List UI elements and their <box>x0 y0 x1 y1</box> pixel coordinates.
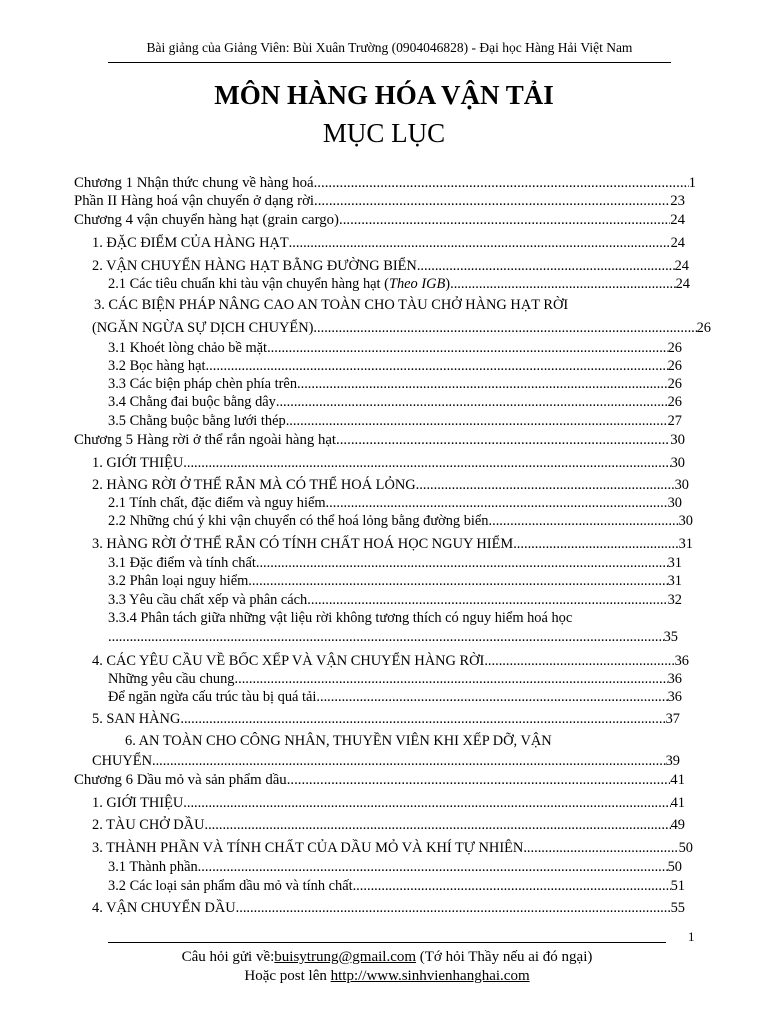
page-number: 1 <box>688 929 695 944</box>
toc-entry[interactable] <box>92 899 685 917</box>
toc-entry-title: Chương 4 vận chuyển hàng hạt (grain cargo) <box>74 212 339 228</box>
toc-entry-title: 4. CÁC YÊU CẦU VỀ BỐC XẾP VÀ VẬN CHUYỂN HÀNG RỜI <box>92 653 485 669</box>
toc-entry[interactable] <box>74 211 685 229</box>
toc-entry-page: 26 <box>667 376 682 392</box>
toc-entry-title: (NGĂN NGỪA SỰ DỊCH CHUYỂN) <box>92 320 314 336</box>
toc-entry[interactable] <box>108 572 682 590</box>
toc-entry-page: 24 <box>670 235 685 251</box>
toc-entry[interactable] <box>108 412 682 430</box>
toc-entry-page: 51 <box>670 878 685 894</box>
toc-entry-title: 1. GIỚI THIỆU <box>92 455 184 471</box>
toc-entry[interactable] <box>92 535 693 553</box>
toc-entry[interactable] <box>108 670 682 688</box>
toc-entry-title: 3.3 Các biện pháp chèn phía trên <box>108 376 298 392</box>
toc-entry[interactable] <box>108 357 682 375</box>
footer-contact-line: Câu hỏi gửi về:buisytrung@gmail.com (Tớ hỏi Thầy nếu ai đó ngại) <box>181 949 593 965</box>
toc-entry-title: 4. VẬN CHUYỂN DẦU <box>92 900 236 916</box>
toc-entry[interactable] <box>108 393 682 411</box>
toc-entry-page: 31 <box>667 573 682 589</box>
toc-entry-page: 24 <box>670 212 685 228</box>
toc-entry-title: 2. HÀNG RỜI Ở THỂ RẮN MÀ CÓ THỂ HOÁ LỎNG <box>92 477 416 493</box>
toc-entry-page: 24 <box>675 276 690 292</box>
toc-entry-title: 3. HÀNG RỜI Ở THỂ RẮN CÓ TÍNH CHẤT HOÁ HỌC NGUY HIỂM <box>92 536 514 552</box>
toc-entry-page: 24 <box>674 258 689 274</box>
toc-entry-title: 1. ĐẶC ĐIỂM CỦA HÀNG HẠT <box>92 235 289 251</box>
website-link[interactable]: http://www.sinhvienhanghai.com <box>330 968 530 984</box>
toc-entry[interactable] <box>92 794 685 812</box>
toc-entry-title: 3. CÁC BIỆN PHÁP NÂNG CAO AN TOÀN CHO TÀU CHỞ HÀNG HẠT RỜI <box>94 297 569 313</box>
toc-entry-title: 2. VẬN CHUYỂN HÀNG HẠT BẰNG ĐƯỜNG BIỂN <box>92 258 417 274</box>
toc-entry-page: 23 <box>670 193 685 209</box>
toc-entry-page: 27 <box>667 413 682 429</box>
toc-entry-title: 2.2 Những chú ý khi vận chuyển có thể hoá lỏng bằng đường biển <box>108 513 489 529</box>
toc-entry-page: 37 <box>665 711 680 727</box>
toc-entry-page: 41 <box>670 795 685 811</box>
toc-entry-page: 30 <box>674 477 689 493</box>
toc-entry-page: 36 <box>674 653 689 669</box>
toc-entry-title: 3.1 Khoét lòng chảo bề mặt <box>108 340 268 356</box>
toc-entry-title: 3.1 Thành phần <box>108 859 198 875</box>
toc-entry-page: 26 <box>667 358 682 374</box>
toc-entry[interactable] <box>108 858 682 876</box>
toc-entry-title: 3.1 Đặc điểm và tính chất <box>108 555 256 571</box>
toc-entry[interactable] <box>92 652 689 670</box>
toc-entry[interactable] <box>108 591 682 609</box>
page-title: MÔN HÀNG HÓA VẬN TẢI <box>214 80 554 110</box>
toc-entry[interactable] <box>108 275 690 293</box>
toc-entry-page: 36 <box>667 689 682 705</box>
toc-entry-title: Chương 1 Nhận thức chung về hàng hoá <box>74 175 314 191</box>
toc-entry-title: 3. THÀNH PHẦN VÀ TÍNH CHẤT CỦA DẦU MỎ VÀ KHÍ TỰ NHIÊN <box>92 840 524 856</box>
toc-entry-title: 3.3 Yêu cầu chất xếp và phân cách <box>108 592 308 608</box>
toc-entry-page: 50 <box>678 840 693 856</box>
toc-entry-page: 41 <box>670 772 685 788</box>
toc-entry-page: 35 <box>663 629 678 645</box>
toc-entry[interactable] <box>92 752 680 770</box>
toc-entry[interactable] <box>74 174 696 192</box>
toc-entry[interactable] <box>108 609 690 627</box>
toc-entry-title: 3.2 Bọc hàng hạt <box>108 358 206 374</box>
page-header: Bài giảng của Giảng Viên: Bùi Xuân Trường (0904046828) - Đại học Hàng Hải Việt Nam <box>108 40 671 63</box>
toc-entry-title: Để ngăn ngừa cấu trúc tàu bị quá tải <box>108 689 317 705</box>
toc-entry-title: 3.3.4 Phân tách giữa những vật liệu rời không tương thích có nguy hiểm hoá học <box>108 610 573 626</box>
toc-entry-title: CHUYỂN <box>92 753 152 769</box>
toc-heading: MỤC LỤC <box>322 118 446 148</box>
toc-entry-page: 30 <box>667 495 682 511</box>
toc-entry-title: 3.2 Phân loại nguy hiểm <box>108 573 249 589</box>
toc-entry-page: 30 <box>678 513 693 529</box>
toc-entry-title: 3.5 Chằng buộc bằng lưới thép <box>108 413 286 429</box>
page-footer <box>108 942 666 986</box>
toc-entry[interactable] <box>74 431 685 449</box>
toc-entry-title: Chương 5 Hàng rời ở thể rắn ngoài hàng hạt <box>74 432 337 448</box>
toc-entry[interactable] <box>125 732 695 750</box>
toc-entry-title: 2.1 Các tiêu chuẩn khi tàu vận chuyển hàng hạt (Theo IGB) <box>108 276 451 292</box>
toc-entry[interactable] <box>108 494 682 512</box>
toc-entry-title: 2. TÀU CHỞ DẦU <box>92 817 205 833</box>
toc-entry-title: Phần II Hàng hoá vận chuyển ở dạng rời <box>74 193 315 209</box>
toc-entry[interactable] <box>108 339 682 357</box>
toc-entry-page: 50 <box>667 859 682 875</box>
toc-entry[interactable] <box>94 296 694 314</box>
toc-entry[interactable] <box>74 192 685 210</box>
toc-entry-title: Chương 6 Dầu mỏ và sản phẩm dầu <box>74 772 287 788</box>
toc-entry[interactable] <box>92 710 680 728</box>
toc-entry[interactable] <box>92 319 711 337</box>
toc-entry-page: 39 <box>665 753 680 769</box>
toc-entry[interactable] <box>108 375 682 393</box>
toc-entry-page: 31 <box>678 536 693 552</box>
toc-entry-title: 1. GIỚI THIỆU <box>92 795 184 811</box>
toc-entry-page: 26 <box>696 320 711 336</box>
toc-entry-page: 30 <box>670 455 685 471</box>
toc-entry-page: 1 <box>688 175 696 191</box>
toc-entry[interactable] <box>92 476 689 494</box>
toc-entry-page: 30 <box>670 432 685 448</box>
toc-entry-title: 3.4 Chằng đai buộc bằng dây <box>108 394 276 410</box>
toc-entry[interactable] <box>108 688 682 706</box>
toc-entry[interactable] <box>108 628 678 646</box>
toc-entry[interactable] <box>108 877 685 895</box>
toc-entry-page: 49 <box>670 817 685 833</box>
toc-entry-page: 26 <box>667 394 682 410</box>
email-link[interactable]: buisytrung@gmail.com <box>274 949 417 965</box>
toc-entry-page: 26 <box>667 340 682 356</box>
toc-entry-page: 31 <box>667 555 682 571</box>
toc-entry-title: 5. SAN HÀNG <box>92 711 181 727</box>
footer-post-line: Hoặc post lên http://www.sinhvienhanghai.com <box>244 968 530 984</box>
toc-entry-title: 2.1 Tính chất, đặc điểm và nguy hiểm <box>108 495 326 511</box>
toc-entry-page: 32 <box>667 592 682 608</box>
toc-entry-page: 36 <box>667 671 682 687</box>
toc-entry[interactable] <box>92 839 693 857</box>
toc-entry-title: 6. AN TOÀN CHO CÔNG NHÂN, THUYỀN VIÊN KHI XẾP DỠ, VẬN <box>125 733 552 749</box>
toc-entry[interactable] <box>108 512 693 530</box>
toc-entry[interactable] <box>92 257 689 275</box>
toc-entry[interactable] <box>92 454 685 472</box>
toc-entry-page: 55 <box>670 900 685 916</box>
toc-entry[interactable] <box>74 771 685 789</box>
toc-entry[interactable] <box>108 554 682 572</box>
toc-entry-title: 3.2 Các loại sản phẩm dầu mỏ và tính chất <box>108 878 353 894</box>
toc-entry[interactable] <box>92 234 685 252</box>
toc-entry-title: Những yêu cầu chung <box>108 671 235 687</box>
toc-entry[interactable] <box>92 816 685 834</box>
